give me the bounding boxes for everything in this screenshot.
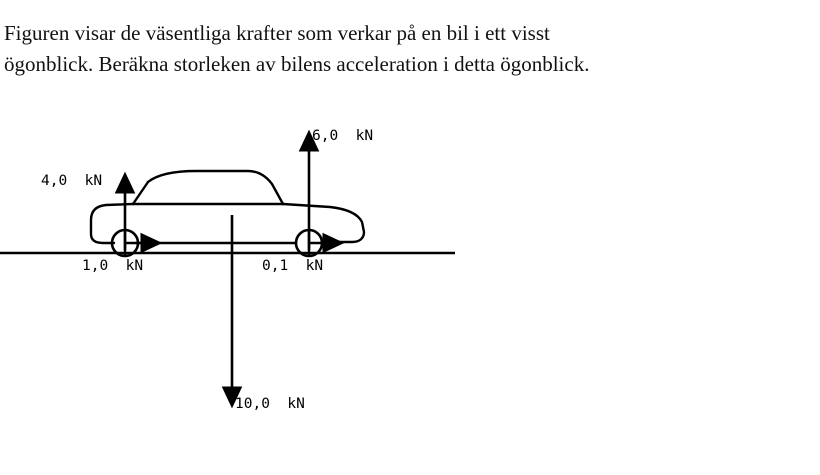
force-label-normal-rear: 4,0 kN (41, 173, 103, 189)
problem-line-2: ögonblick. Beräkna storleken av bilens acceleration i detta ögonblick. (4, 52, 590, 76)
problem-line-1: Figuren visar de väsentliga krafter som verkar på en bil i ett visst (4, 21, 550, 45)
diagram-canvas (0, 110, 520, 440)
problem-statement (4, 18, 804, 80)
force-label-drive-rear: 1,0 kN (82, 258, 144, 274)
force-label-weight: 10,0 kN (235, 396, 305, 412)
force-diagram (0, 110, 520, 440)
force-label-normal-front: 6,0 kN (312, 128, 374, 144)
force-label-friction-front: 0,1 kN (262, 258, 324, 274)
